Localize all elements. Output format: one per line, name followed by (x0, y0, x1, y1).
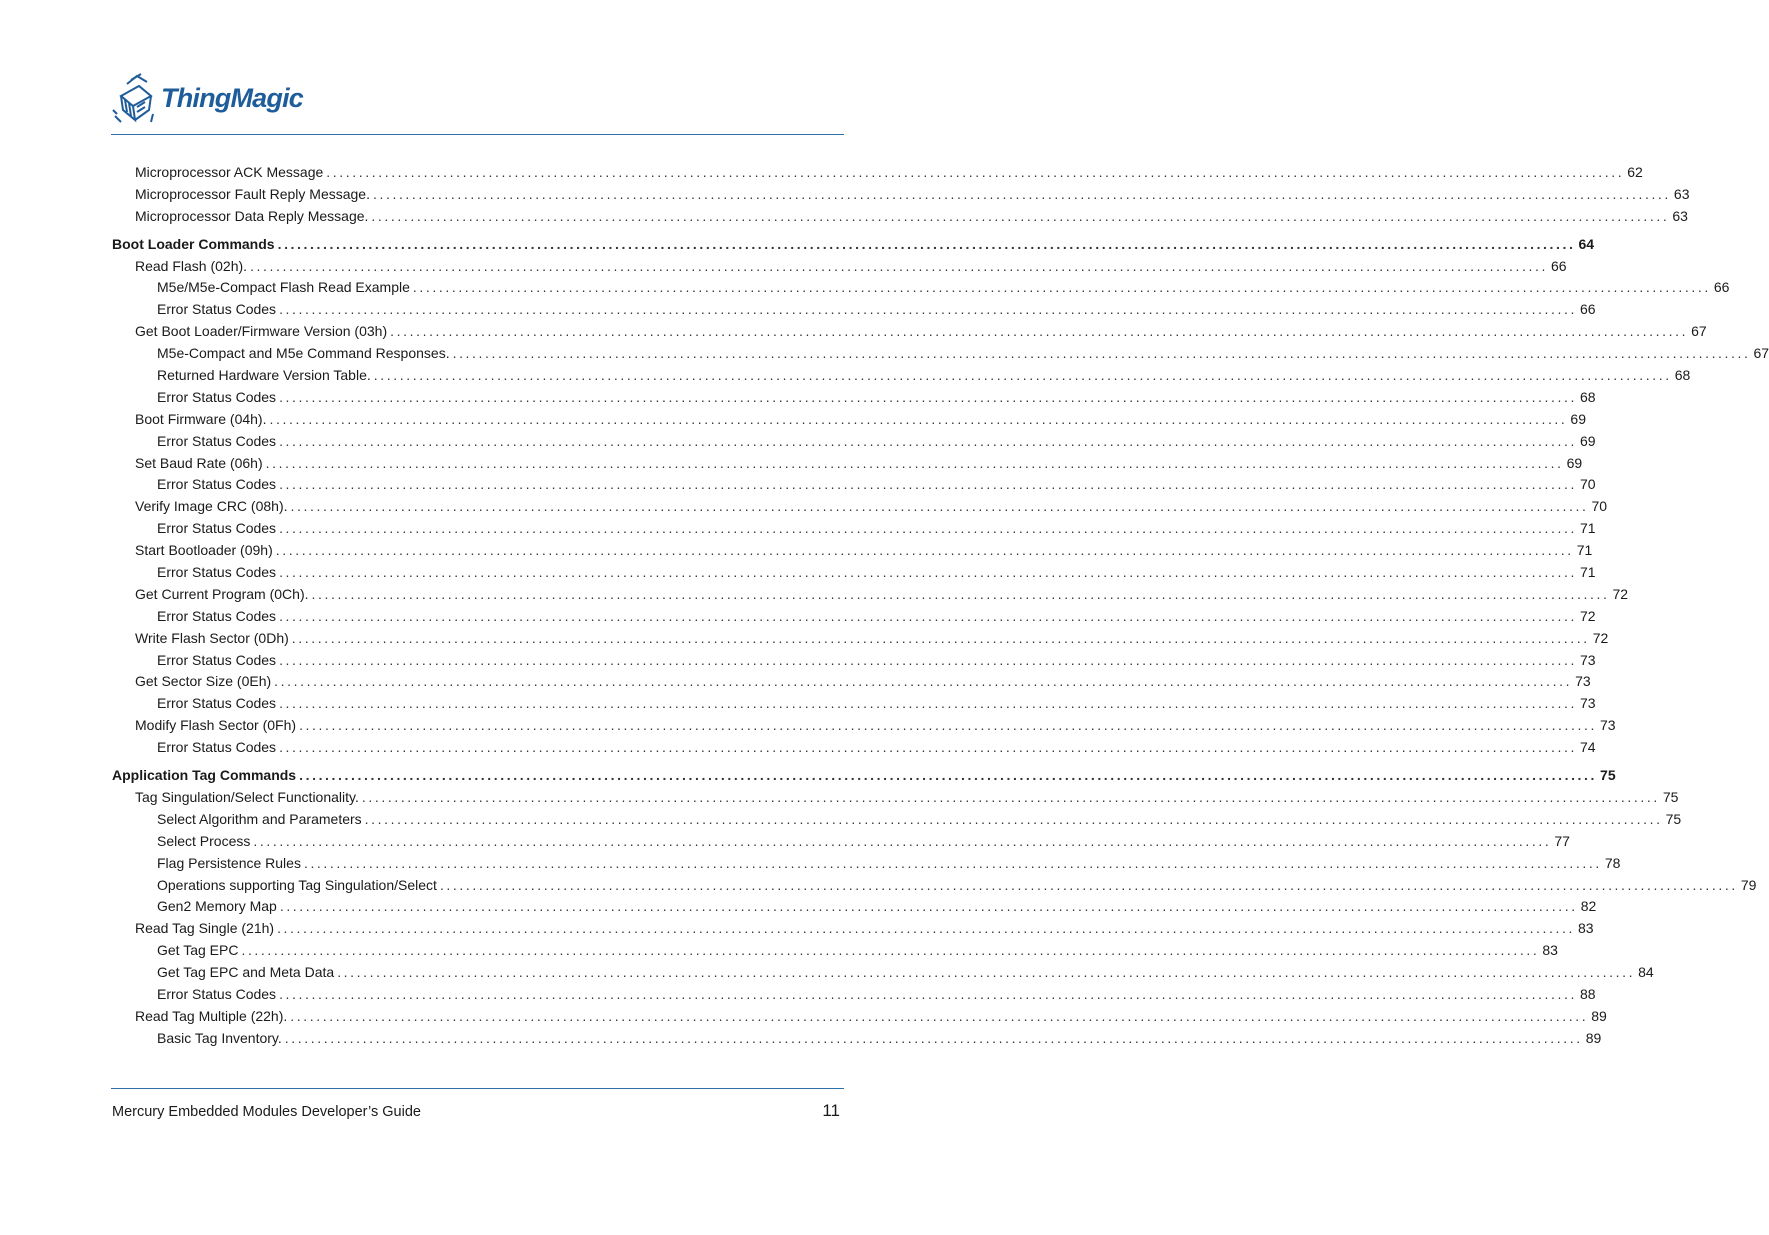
toc-entry-title: Select Algorithm and Parameters (157, 810, 362, 827)
toc-entry-page: 73 (1575, 673, 1591, 690)
toc-entry[interactable] (112, 671, 1591, 693)
toc-entry[interactable] (112, 299, 1596, 321)
toc-entry-page: 73 (1580, 695, 1596, 712)
toc-leader-dots: ........................................................................................................................................................................................................ (284, 1029, 1583, 1046)
toc-entry-title: Modify Flash Sector (0Fh) (135, 717, 297, 734)
toc-leader-dots: ........................................................................................................................................................................................................ (439, 876, 1738, 893)
toc-entry-title: Error Status Codes (157, 651, 277, 668)
toc-entry-title: Error Status Codes (157, 739, 277, 756)
toc-entry[interactable] (112, 853, 1621, 875)
toc-entry-page: 63 (1672, 207, 1688, 224)
toc-entry-title: Error Status Codes (157, 388, 277, 405)
toc-entry[interactable] (112, 1006, 1607, 1028)
toc-entry[interactable] (112, 518, 1596, 540)
toc-leader-dots: ........................................................................................................................................................................................................ (299, 767, 1598, 784)
toc-entry[interactable] (112, 693, 1596, 715)
toc-entry[interactable] (112, 474, 1596, 496)
toc-entry-title: Microprocessor ACK Message (135, 164, 324, 180)
toc-entry-title: Error Status Codes (157, 476, 277, 493)
toc-entry[interactable] (112, 606, 1596, 628)
toc-entry-page: 70 (1580, 476, 1596, 493)
toc-entry-title: Start Bootloader (09h) (135, 542, 273, 559)
toc-entry-page: 66 (1551, 257, 1567, 274)
toc-entry-title: Flag Persistence Rules (157, 854, 301, 871)
toc-leader-dots: ........................................................................................................................................................................................................ (290, 1007, 1589, 1024)
toc-entry[interactable] (112, 715, 1616, 737)
toc-entry-title: Set Baud Rate (06h) (135, 454, 263, 471)
toc-entry[interactable] (112, 409, 1586, 431)
toc-entry-title: Error Status Codes (157, 432, 277, 449)
toc-entry[interactable] (112, 256, 1567, 278)
toc-entry-title: Tag Singulation/Select Functionality. (135, 788, 359, 805)
toc-leader-dots: ........................................................................................................................................................................................................ (337, 964, 1636, 981)
toc-leader-dots: ........................................................................................................................................................................................................ (279, 607, 1577, 624)
toc-entry[interactable] (112, 184, 1690, 206)
toc-entry[interactable] (112, 321, 1707, 343)
toc-entry[interactable] (112, 584, 1629, 606)
toc-entry[interactable] (112, 206, 1688, 228)
footer-document-title: Mercury Embedded Modules Developer’s Guide (112, 1104, 421, 1120)
toc-entry-title: Returned Hardware Version Table. (157, 367, 371, 384)
toc-entry-page: 79 (1740, 876, 1757, 893)
toc-entry[interactable] (112, 737, 1596, 759)
footer-rule (111, 1088, 844, 1089)
logo-wordmark: ThingMagic (161, 82, 303, 113)
toc-entry-page: 78 (1604, 854, 1621, 871)
toc-leader-dots: ........................................................................................................................................................................................................ (274, 673, 1573, 690)
toc-leader-dots: ........................................................................................................................................................................................................ (279, 520, 1577, 537)
toc-entry[interactable] (112, 962, 1654, 984)
toc-entry-page: 64 (1578, 235, 1595, 252)
toc-entry[interactable] (112, 562, 1596, 584)
toc-entry-title: Operations supporting Tag Singulation/Select (157, 876, 437, 893)
toc-leader-dots: ........................................................................................................................................................................................................ (277, 920, 1575, 937)
toc-leader-dots: ........................................................................................................................................................................................................ (290, 498, 1589, 515)
toc-leader-dots: ........................................................................................................................................................................................................ (269, 410, 1568, 427)
toc-leader-dots: ........................................................................................................................................................................................................ (311, 585, 1610, 602)
toc-entry-page: 68 (1674, 367, 1691, 384)
toc-leader-dots: ........................................................................................................................................................................................................ (299, 717, 1597, 734)
toc-entry-title: Basic Tag Inventory. (157, 1029, 282, 1046)
toc-leader-dots: ........................................................................................................................................................................................................ (371, 207, 1670, 224)
toc-entry-title: Select Process (157, 832, 251, 849)
toc-entry-title: Read Tag Multiple (22h). (135, 1007, 288, 1024)
toc-entry-title: Get Current Program (0Ch). (135, 585, 309, 602)
toc-entry[interactable] (112, 809, 1682, 831)
toc-entry-page: 82 (1580, 898, 1597, 915)
toc-entry-page: 75 (1662, 788, 1679, 805)
toc-entry[interactable] (112, 918, 1594, 940)
toc-entry[interactable] (112, 431, 1596, 453)
toc-entry-title: Boot Firmware (04h). (135, 410, 267, 427)
toc-entry[interactable] (112, 984, 1596, 1006)
toc-entry-page: 89 (1591, 1007, 1607, 1024)
toc-leader-dots: ........................................................................................................................................................................................................ (364, 810, 1663, 827)
toc-leader-dots: ........................................................................................................................................................................................................ (303, 854, 1602, 871)
toc-entry[interactable] (112, 365, 1691, 387)
toc-entry-title: Read Flash (02h). (135, 257, 248, 274)
toc-entry[interactable] (112, 343, 1769, 365)
toc-entry-title: Get Tag EPC and Meta Data (157, 964, 335, 981)
toc-entry[interactable] (112, 1028, 1602, 1050)
toc-leader-dots: ........................................................................................................................................................................................................ (279, 564, 1577, 581)
toc-entry-page: 69 (1570, 410, 1586, 427)
toc-entry-page: 70 (1591, 498, 1608, 515)
toc-leader-dots: ........................................................................................................................................................................................................ (279, 301, 1577, 318)
toc-entry-title: Write Flash Sector (0Dh) (135, 629, 289, 646)
toc-entry-page: 83 (1578, 920, 1594, 937)
thingmagic-logo (111, 66, 303, 128)
toc-leader-dots: ........................................................................................................................................................................................................ (253, 832, 1552, 849)
toc-entry[interactable] (112, 277, 1730, 299)
toc-leader-dots: ........................................................................................................................................................................................................ (279, 476, 1577, 493)
toc-entry-title: M5e-Compact and M5e Command Responses. (157, 345, 450, 362)
toc-entry-title: Gen2 Memory Map (157, 898, 277, 915)
toc-entry[interactable] (112, 453, 1583, 475)
toc-entry-page: 75 (1600, 767, 1616, 784)
footer-page-number: 11 (822, 1101, 840, 1120)
toc-entry-page: 71 (1576, 542, 1593, 559)
toc-entry[interactable] (112, 940, 1558, 962)
toc-entry[interactable] (112, 387, 1596, 409)
toc-entry-title: Application Tag Commands (112, 767, 297, 784)
toc-leader-dots: ........................................................................................................................................................................................................ (412, 279, 1711, 296)
toc-entry[interactable] (112, 650, 1596, 672)
toc-entry-page: 63 (1673, 185, 1690, 202)
toc-leader-dots: ........................................................................................................................................................................................................ (326, 164, 1625, 180)
toc-entry-page: 73 (1600, 717, 1616, 734)
toc-leader-dots: ........................................................................................................................................................................................................ (250, 257, 1548, 274)
toc-entry[interactable] (112, 896, 1597, 918)
toc-leader-dots: ........................................................................................................................................................................................................ (279, 651, 1577, 668)
toc-entry-page: 73 (1580, 651, 1596, 668)
toc-entry-title: Error Status Codes (157, 607, 277, 624)
toc-entry[interactable] (112, 496, 1608, 518)
toc-leader-dots: ........................................................................................................................................................................................................ (277, 235, 1576, 252)
toc-entry-title: Error Status Codes (157, 301, 277, 318)
toc-entry-page: 83 (1542, 942, 1558, 959)
thingmagic-logo-icon (111, 66, 159, 128)
toc-leader-dots: ........................................................................................................................................................................................................ (279, 985, 1577, 1002)
toc-entry-page: 71 (1580, 520, 1596, 537)
toc-entry-title: Error Status Codes (157, 520, 277, 537)
toc-entry-page: 72 (1612, 585, 1629, 602)
toc-leader-dots: ........................................................................................................................................................................................................ (372, 185, 1671, 202)
toc-entry-title: Microprocessor Data Reply Message. (135, 207, 369, 224)
toc-entry-title: Get Sector Size (0Eh) (135, 673, 272, 690)
toc-leader-dots: ........................................................................................................................................................................................................ (279, 388, 1577, 405)
toc-chapter-entry[interactable] (112, 765, 1616, 787)
toc-entry-page: 72 (1592, 629, 1609, 646)
toc-entry[interactable] (112, 162, 1643, 184)
toc-leader-dots: ........................................................................................................................................................................................................ (265, 454, 1564, 471)
toc-entry-page: 67 (1753, 345, 1769, 362)
toc-entry-page: 88 (1580, 985, 1596, 1002)
toc-entry-page: 66 (1713, 279, 1730, 296)
toc-leader-dots: ........................................................................................................................................................................................................ (279, 739, 1577, 756)
toc-leader-dots: ........................................................................................................................................................................................................ (275, 542, 1574, 559)
toc-leader-dots: ........................................................................................................................................................................................................ (279, 695, 1577, 712)
toc-entry-page: 68 (1580, 388, 1596, 405)
toc-entry-title: Error Status Codes (157, 564, 277, 581)
toc-entry-page: 67 (1691, 323, 1707, 340)
toc-entry-page: 71 (1580, 564, 1596, 581)
toc-leader-dots: ........................................................................................................................................................................................................ (361, 788, 1660, 805)
toc-entry-page: 72 (1580, 607, 1596, 624)
toc-entry[interactable] (112, 831, 1570, 853)
toc-entry-page: 69 (1580, 432, 1596, 449)
toc-entry[interactable] (112, 875, 1757, 897)
toc-entry-title: Get Boot Loader/Firmware Version (03h) (135, 323, 388, 340)
toc-leader-dots: ........................................................................................................................................................................................................ (390, 323, 1689, 340)
toc-leader-dots: ........................................................................................................................................................................................................ (241, 942, 1540, 959)
toc-entry-page: 75 (1665, 810, 1682, 827)
toc-leader-dots: ........................................................................................................................................................................................................ (291, 629, 1590, 646)
toc-entry-title: Boot Loader Commands (112, 235, 275, 252)
toc-entry-page: 74 (1580, 739, 1596, 756)
toc-entry[interactable] (112, 628, 1609, 650)
toc-entry-title: Error Status Codes (157, 985, 277, 1002)
toc-entry-page: 62 (1627, 164, 1643, 180)
toc-leader-dots: ........................................................................................................................................................................................................ (279, 898, 1578, 915)
toc-leader-dots: ........................................................................................................................................................................................................ (452, 345, 1751, 362)
toc-entry[interactable] (112, 787, 1679, 809)
toc-entry-page: 84 (1638, 964, 1654, 981)
toc-entry-page: 66 (1580, 301, 1596, 318)
header-rule (111, 134, 844, 135)
table-of-contents (112, 162, 1769, 1050)
toc-entry-title: Verify Image CRC (08h). (135, 498, 288, 515)
toc-leader-dots: ........................................................................................................................................................................................................ (373, 367, 1672, 384)
toc-entry-title: M5e/M5e-Compact Flash Read Example (157, 279, 410, 296)
toc-entry[interactable] (112, 540, 1593, 562)
toc-entry-title: Microprocessor Fault Reply Message. (135, 185, 370, 202)
toc-entry-page: 89 (1585, 1029, 1602, 1046)
toc-chapter-entry[interactable] (112, 234, 1595, 256)
toc-entry-title: Get Tag EPC (157, 942, 239, 959)
toc-entry-title: Read Tag Single (21h) (135, 920, 275, 937)
toc-entry-page: 69 (1566, 454, 1583, 471)
toc-entry-title: Error Status Codes (157, 695, 277, 712)
toc-entry-page: 77 (1554, 832, 1570, 849)
toc-leader-dots: ........................................................................................................................................................................................................ (279, 432, 1577, 449)
